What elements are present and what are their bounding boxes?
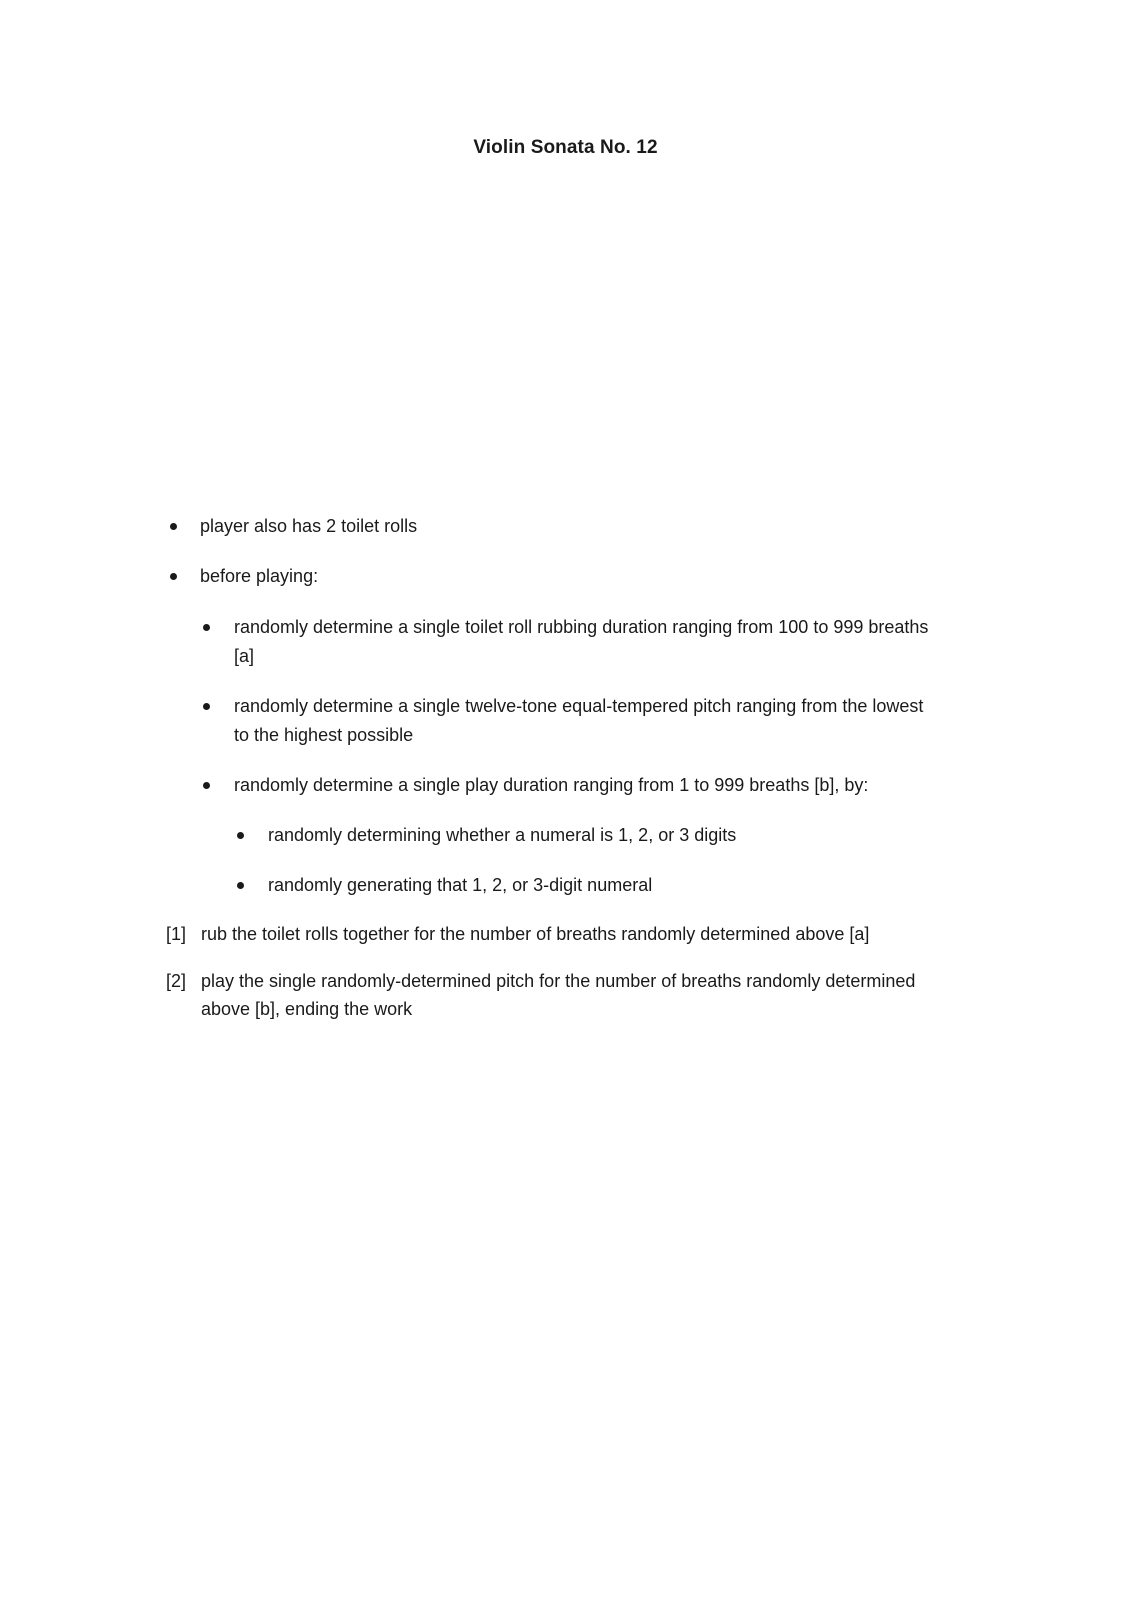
bullet-item-text: randomly generating that 1, 2, or 3-digit numeral <box>268 875 653 895</box>
step-text: rub the toilet rolls together for the number of breaths randomly determined above [a] <box>201 924 870 944</box>
bullet-item-text: player also has 2 toilet rolls <box>200 516 418 536</box>
step-marker: [2] <box>166 971 187 991</box>
bullet-icon <box>237 882 244 889</box>
bullet-icon <box>237 832 244 839</box>
step-text-continued: above [b], ending the work <box>201 999 413 1019</box>
bullet-item-text: randomly determine a single play duration ranging from 1 to 999 breaths [b], by: <box>234 775 869 795</box>
bullet-icon <box>170 523 177 530</box>
bullet-icon <box>203 624 210 631</box>
bullet-item-text-continued: to the highest possible <box>234 725 414 745</box>
bullet-icon <box>203 703 210 710</box>
bullet-item-text: randomly determine a single twelve-tone equal-tempered pitch ranging from the lowest <box>234 696 924 716</box>
bullet-item-text-continued: [a] <box>234 646 255 666</box>
step-marker: [1] <box>166 924 187 944</box>
bullet-icon <box>203 782 210 789</box>
bullet-item-text: before playing: <box>200 566 319 586</box>
step-text: play the single randomly-determined pitch for the number of breaths randomly determined <box>201 971 916 991</box>
document-title: Violin Sonata No. 12 <box>473 137 658 158</box>
bullet-icon <box>170 573 177 580</box>
bullet-item-text: randomly determining whether a numeral is 1, 2, or 3 digits <box>268 825 737 845</box>
bullet-item-text: randomly determine a single toilet roll rubbing duration ranging from 100 to 999 breaths <box>234 617 929 637</box>
